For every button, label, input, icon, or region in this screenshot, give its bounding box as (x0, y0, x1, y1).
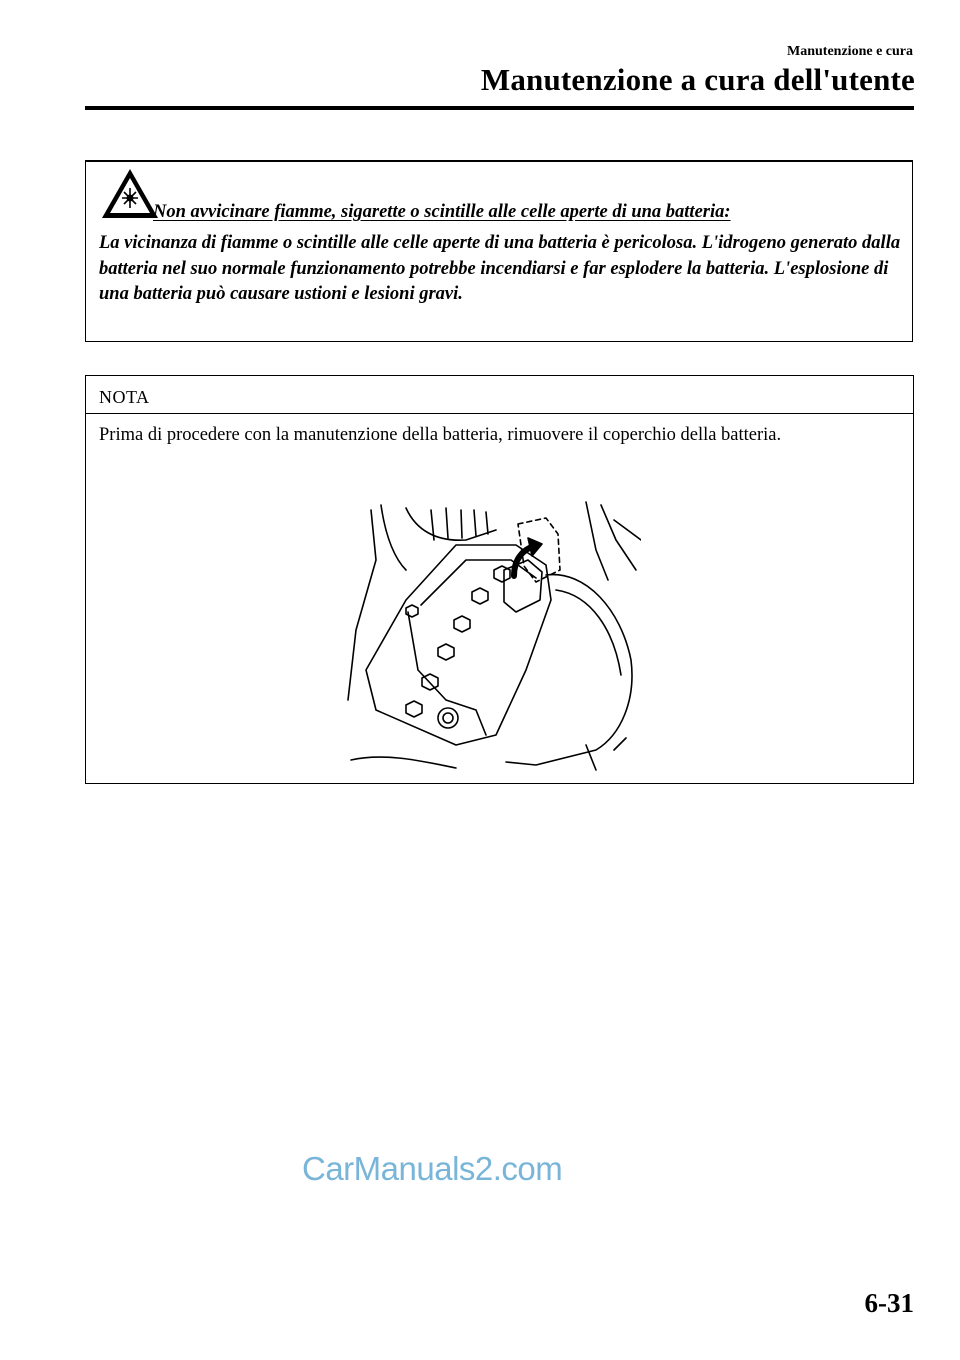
battery-cover-illustration (346, 500, 641, 775)
warning-heading: Non avvicinare fiamme, sigarette o scintille alle celle aperte di una batteria: (153, 202, 731, 222)
note-title: NOTA (99, 387, 150, 407)
page-number: 6-31 (864, 1288, 914, 1318)
note-box (85, 375, 914, 784)
note-rule (86, 413, 913, 414)
page-title: Manutenzione a cura dell'utente (480, 62, 915, 97)
note-body: Prima di procedere con la manutenzione della batteria, rimuovere il coperchio della batteria. (99, 425, 782, 445)
explosion-warning-icon (100, 166, 160, 222)
warning-body: La vicinanza di fiamme o scintille alle celle aperte di una batteria è pericolosa. L'idrogeno generato dalla batteria nel suo normale funzionamento potrebbe incendiarsi e far esplodere la batteria. L'esplosione di una batteria può causare ustioni e lesioni gravi. (99, 233, 901, 304)
watermark: CarManuals2.com (302, 1150, 563, 1187)
section-label: Manutenzione e cura (787, 44, 913, 59)
warning-box (85, 160, 913, 342)
header-rule (85, 106, 914, 110)
